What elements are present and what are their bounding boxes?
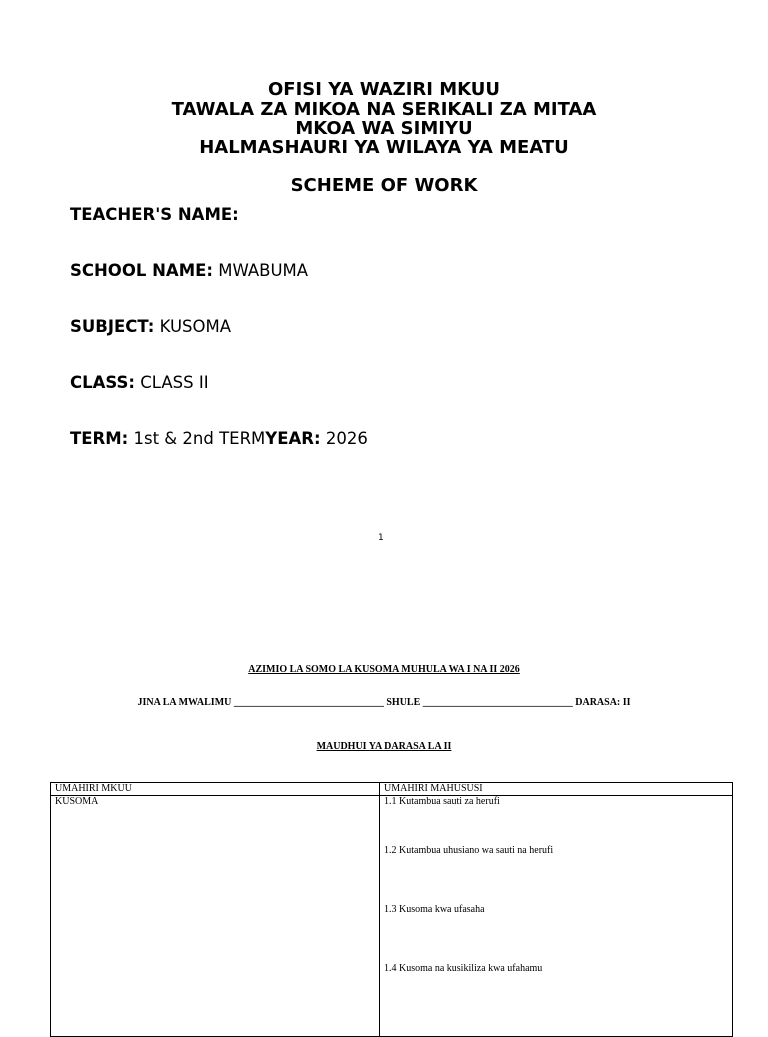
specific-item-3: 1.3 Kusoma kwa ufasaha	[384, 904, 485, 915]
specific-item-2: 1.2 Kutambua uhusiano wa sauti na herufi	[384, 845, 554, 856]
header-line-3: MKOA WA SIMIYU	[295, 118, 473, 139]
year-value: 2026	[320, 429, 368, 448]
main-competence-cell: KUSOMA	[51, 796, 380, 1037]
class-field	[70, 373, 209, 392]
table-header-row	[51, 783, 733, 796]
azimio-title: AZIMIO LA SOMO LA KUSOMA MUHULA WA I NA II 2026	[248, 664, 520, 675]
subject-value: KUSOMA	[154, 317, 232, 336]
class-value: CLASS II	[135, 373, 209, 392]
year-label: YEAR:	[265, 429, 321, 448]
school-name-label: SCHOOL NAME:	[70, 261, 213, 280]
specific-item-1: 1.1 Kutambua sauti za herufi	[384, 796, 500, 807]
subject-field	[70, 317, 231, 336]
school-name-field	[70, 261, 308, 280]
table-row	[51, 796, 733, 1037]
header-line-2: TAWALA ZA MIKOA NA SERIKALI ZA MITAA	[171, 99, 597, 120]
subject-label: SUBJECT:	[70, 317, 155, 336]
page-number: 1	[378, 533, 384, 543]
teacher-name-field	[70, 205, 239, 224]
document-title: SCHEME OF WORK	[290, 175, 478, 196]
teacher-school-class-line: JINA LA MWALIMU ______________________________ SHULE ______________________________ DARASA: II	[137, 697, 631, 708]
header-line-4: HALMASHAURI YA WILAYA YA MEATU	[199, 137, 569, 158]
specific-competence-cell	[380, 796, 733, 1037]
class-label: CLASS:	[70, 373, 136, 392]
header-specific-competence: UMAHIRI MAHUSUSI	[380, 783, 733, 796]
term-label: TERM:	[70, 429, 129, 448]
specific-item-4: 1.4 Kusoma na kusikiliza kwa ufahamu	[384, 963, 543, 974]
school-name-value: MWABUMA	[212, 261, 309, 280]
header-line-1: OFISI YA WAZIRI MKUU	[267, 79, 501, 100]
term-year-field	[70, 429, 368, 448]
teacher-name-label: TEACHER'S NAME:	[70, 205, 239, 224]
term-value: 1st & 2nd TERM	[128, 429, 266, 448]
maudhui-title: MAUDHUI YA DARASA LA II	[316, 741, 452, 752]
competence-table	[50, 782, 733, 1037]
header-main-competence: UMAHIRI MKUU	[51, 783, 380, 796]
